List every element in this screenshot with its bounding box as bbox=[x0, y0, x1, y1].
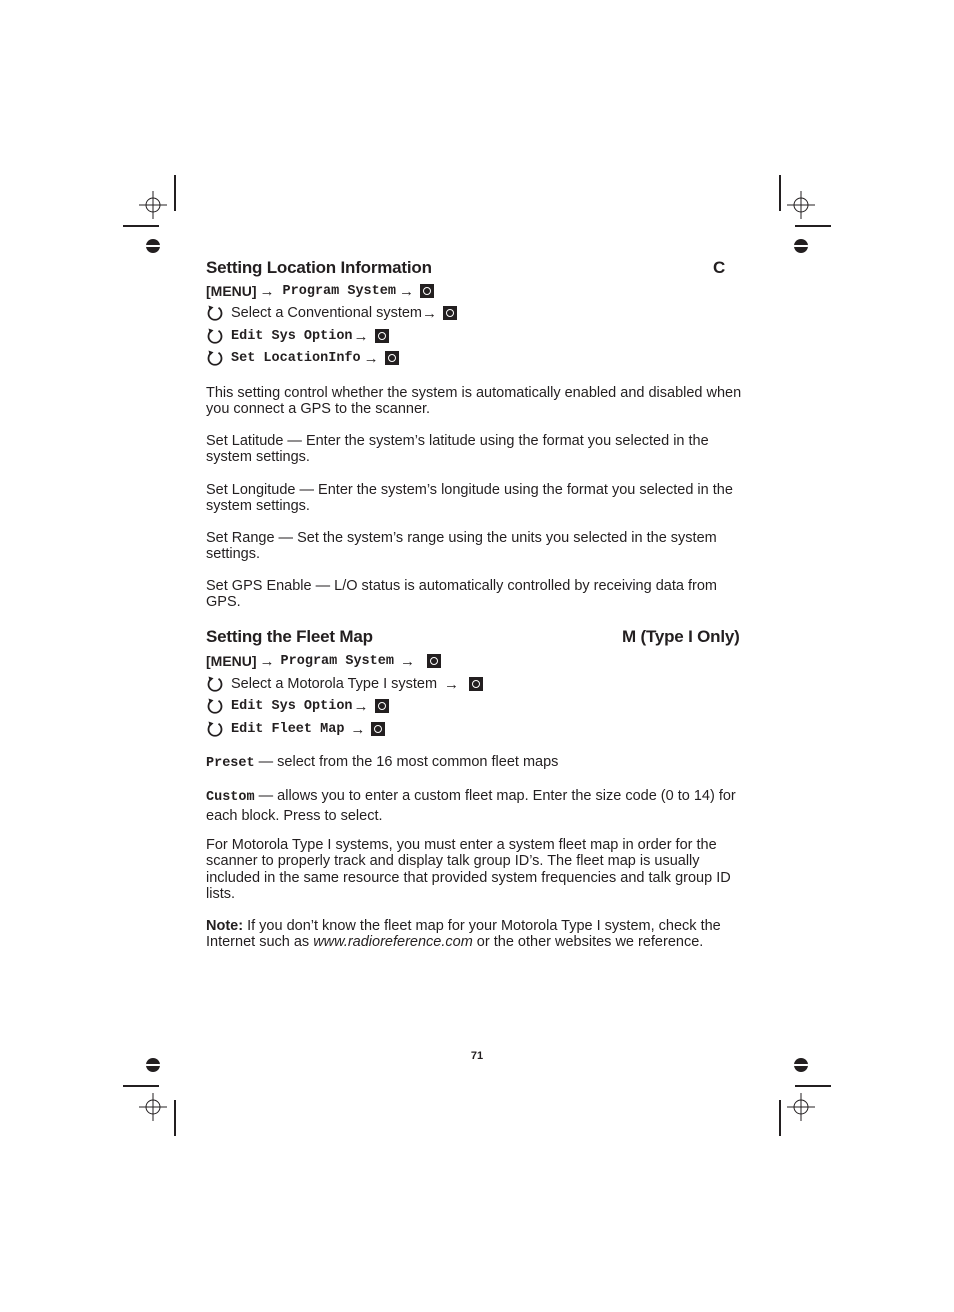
crosshair-target-icon bbox=[139, 1093, 167, 1121]
menu-item: Program System bbox=[280, 653, 394, 669]
circle-button-icon bbox=[443, 306, 457, 320]
arrow-icon: → bbox=[444, 675, 460, 693]
crop-line bbox=[174, 1100, 176, 1136]
section-title: Setting the Fleet Map bbox=[206, 627, 373, 646]
menu-step bbox=[206, 651, 441, 671]
section-tag: M (Type I Only) bbox=[622, 627, 740, 646]
menu-item: Edit Fleet Map bbox=[231, 721, 345, 737]
rotate-arrow-icon bbox=[206, 304, 224, 322]
crosshair-target-icon bbox=[787, 191, 815, 219]
menu-step bbox=[206, 719, 385, 739]
menu-item: Select a Motorola Type I system bbox=[231, 676, 438, 692]
crop-line bbox=[779, 1100, 781, 1136]
note-paragraph bbox=[206, 918, 746, 951]
circle-button-icon bbox=[375, 329, 389, 343]
registration-dot-icon bbox=[146, 239, 160, 253]
arrow-icon: → bbox=[398, 282, 414, 300]
body-paragraph: Set Latitude — Enter the system’s latitude using the format you selected in the system settings. bbox=[206, 433, 709, 466]
crop-line bbox=[123, 225, 159, 227]
preset-paragraph bbox=[206, 754, 746, 772]
rotate-arrow-icon bbox=[206, 675, 224, 693]
menu-step bbox=[206, 326, 389, 346]
note-text-end: or the other websites we reference. bbox=[472, 934, 704, 951]
circle-button-icon bbox=[371, 722, 385, 736]
circle-button-icon bbox=[420, 284, 434, 298]
rotate-arrow-icon bbox=[206, 697, 224, 715]
crop-line bbox=[795, 225, 831, 227]
section-tag: C bbox=[713, 258, 726, 277]
preset-description: — select from the 16 most common fleet maps bbox=[254, 754, 559, 770]
menu-step bbox=[206, 696, 389, 716]
menu-item: Edit Sys Option bbox=[231, 328, 353, 344]
menu-item: Select a Conventional system bbox=[231, 305, 423, 321]
crop-line bbox=[123, 1085, 159, 1087]
menu-step bbox=[206, 674, 483, 694]
menu-key-label: [MENU] bbox=[206, 653, 257, 669]
website-reference: www.radioreference.com bbox=[313, 934, 473, 951]
rotate-arrow-icon bbox=[206, 327, 224, 345]
menu-item: Set LocationInfo bbox=[231, 350, 361, 366]
arrow-icon: → bbox=[353, 327, 369, 345]
menu-step bbox=[206, 303, 457, 323]
custom-paragraph bbox=[206, 787, 746, 825]
arrow-icon: → bbox=[353, 697, 369, 715]
menu-step bbox=[206, 281, 434, 301]
registration-dot-icon bbox=[794, 239, 808, 253]
note-text: If you don’t know the fleet map for your Motorola Type I system, check the Internet such as bbox=[206, 918, 721, 951]
arrow-icon: → bbox=[363, 349, 379, 367]
rotate-arrow-icon bbox=[206, 349, 224, 367]
page-number: 71 bbox=[470, 1050, 484, 1062]
crop-line bbox=[174, 175, 176, 211]
menu-key-label: [MENU] bbox=[206, 283, 257, 299]
crosshair-target-icon bbox=[787, 1093, 815, 1121]
arrow-icon: → bbox=[350, 720, 366, 738]
rotate-arrow-icon bbox=[206, 720, 224, 738]
crop-line bbox=[779, 175, 781, 211]
arrow-icon: → bbox=[259, 652, 275, 670]
menu-item: Program System bbox=[282, 283, 396, 299]
crosshair-target-icon bbox=[139, 191, 167, 219]
crop-line bbox=[795, 1085, 831, 1087]
menu-step bbox=[206, 348, 399, 368]
circle-button-icon bbox=[385, 351, 399, 365]
arrow-icon: → bbox=[399, 652, 415, 670]
custom-term: Custom bbox=[206, 790, 255, 805]
body-paragraph: For Motorola Type I systems, you must enter a system fleet map in order for the scanner to properly track and display talk group ID’s. The fleet map is usually included in the same resource that provided system frequencies and talk group ID lists. bbox=[206, 837, 731, 902]
arrow-icon: → bbox=[422, 304, 438, 322]
menu-item: Edit Sys Option bbox=[231, 698, 353, 714]
body-paragraph: Set GPS Enable — L/O status is automatically controlled by receiving data from GPS. bbox=[206, 578, 717, 611]
arrow-icon: → bbox=[259, 282, 275, 300]
body-paragraph: This setting control whether the system is automatically enabled and disabled when you connect a GPS to the scanner. bbox=[206, 385, 742, 418]
circle-button-icon bbox=[375, 699, 389, 713]
note-label: Note: bbox=[206, 918, 244, 934]
circle-button-icon bbox=[469, 677, 483, 691]
custom-description: — allows you to enter a custom fleet map. Enter the size code (0 to 14) for each block. Press to select. bbox=[206, 788, 736, 824]
body-paragraph: Set Range — Set the system’s range using the units you selected in the system settings. bbox=[206, 530, 717, 563]
preset-term: Preset bbox=[206, 756, 255, 771]
section-title: Setting Location Information bbox=[206, 258, 432, 277]
circle-button-icon bbox=[427, 654, 441, 668]
body-paragraph: Set Longitude — Enter the system’s longitude using the format you selected in the system settings. bbox=[206, 482, 733, 515]
